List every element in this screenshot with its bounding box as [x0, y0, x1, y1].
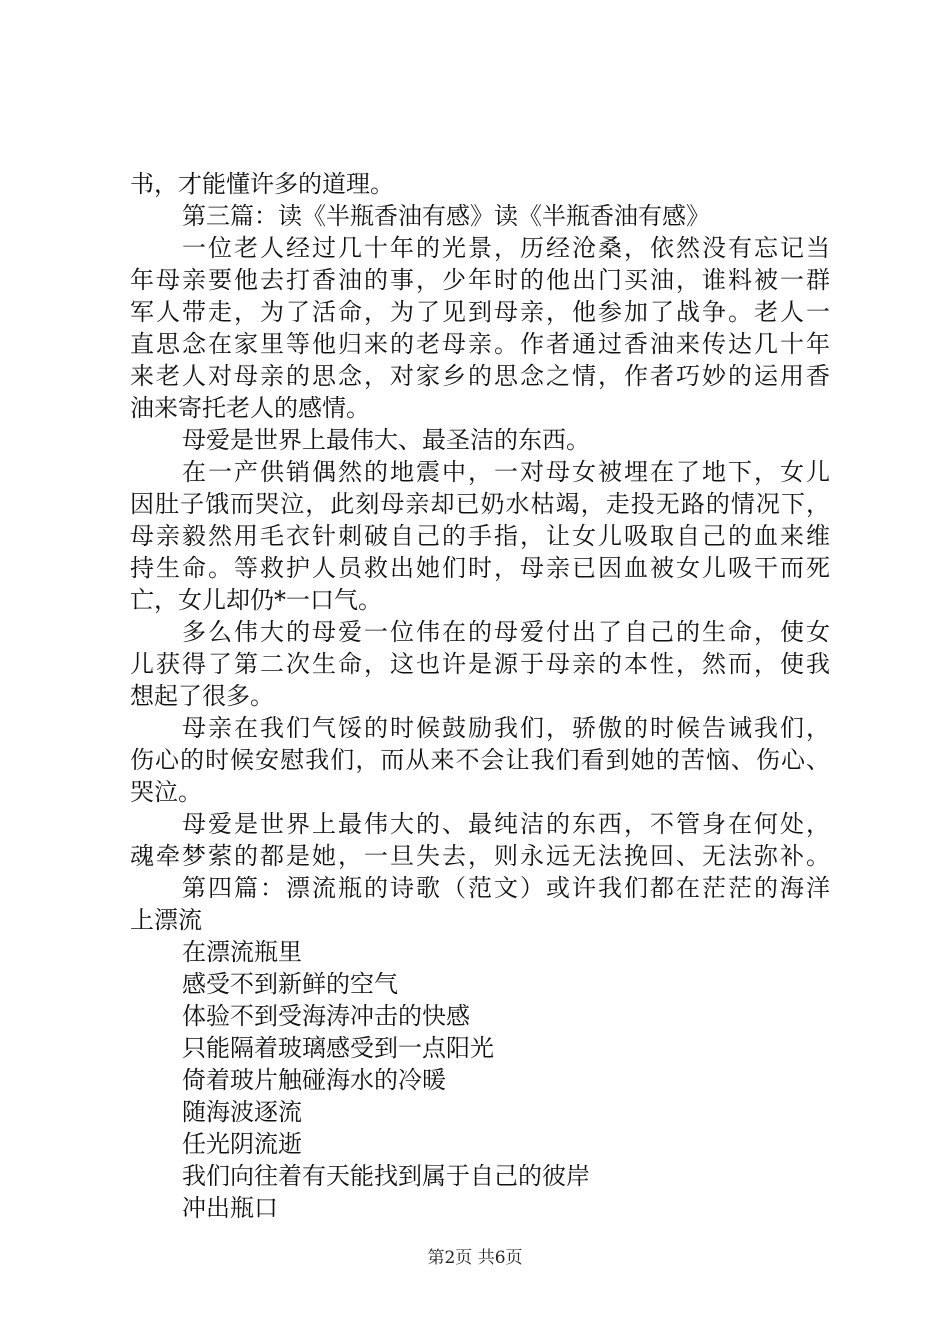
text-line: 伤心的时候安慰我们，而从来不会让我们看到她的苦恼、伤心、	[130, 746, 830, 774]
text-line: 上漂流	[130, 906, 202, 934]
text-line: 冲出瓶口	[182, 1194, 278, 1222]
text-line: 持生命。等救护人员救出她们时，母亲已因血被女儿吸干而死	[130, 554, 830, 582]
text-line: 第三篇：读《半瓶香油有感》读《半瓶香油有感》	[182, 202, 710, 230]
text-line: 在漂流瓶里	[182, 938, 302, 966]
text-line: 多么伟大的母爱一位伟在的母爱付出了自己的生命，使女	[182, 618, 830, 646]
text-line: 体验不到受海涛冲击的快感	[182, 1002, 470, 1030]
text-line: 任光阴流逝	[182, 1130, 302, 1158]
text-line: 母爱是世界上最伟大、最圣洁的东西。	[182, 426, 590, 454]
text-line: 军人带走，为了活命，为了见到母亲，他参加了战争。老人一	[130, 298, 830, 326]
text-line: 在一产供销偶然的地震中，一对母女被埋在了地下，女儿	[182, 458, 830, 486]
text-line: 油来寄托老人的感情。	[130, 394, 370, 422]
text-line: 第四篇：漂流瓶的诗歌（范文）或许我们都在茫茫的海洋	[182, 874, 830, 902]
text-line: 感受不到新鲜的空气	[182, 970, 398, 998]
text-line: 亡，女儿却仍*一口气。	[130, 586, 382, 614]
text-line: 来老人对母亲的思念，对家乡的思念之情，作者巧妙的运用香	[130, 362, 830, 390]
text-line: 因肚子饿而哭泣，此刻母亲却已奶水枯竭，走投无路的情况下，	[130, 490, 830, 518]
text-line: 直思念在家里等他归来的老母亲。作者通过香油来传达几十年	[130, 330, 830, 358]
text-line: 书，才能懂许多的道理。	[130, 170, 394, 198]
text-line: 只能隔着玻璃感受到一点阳光	[182, 1034, 494, 1062]
page-number-footer: 第2页 共6页	[427, 1248, 523, 1268]
text-line: 我们向往着有天能找到属于自己的彼岸	[182, 1162, 590, 1190]
text-line: 年母亲要他去打香油的事，少年时的他出门买油，谁料被一群	[130, 266, 830, 294]
text-line: 母亲在我们气馁的时候鼓励我们，骄傲的时候告诫我们，	[182, 714, 830, 742]
text-line: 母亲毅然用毛衣针刺破自己的手指，让女儿吸取自己的血来维	[130, 522, 830, 550]
text-line: 母爱是世界上最伟大的、最纯洁的东西，不管身在何处，	[182, 810, 830, 838]
document-body	[130, 168, 830, 1224]
text-line: 随海波逐流	[182, 1098, 302, 1126]
text-line: 想起了很多。	[130, 682, 274, 710]
text-line: 倚着玻片触碰海水的冷暖	[182, 1066, 446, 1094]
text-line: 一位老人经过几十年的光景，历经沧桑，依然没有忘记当	[182, 234, 830, 262]
text-line: 魂牵梦萦的都是她，一旦失去，则永远无法挽回、无法弥补。	[130, 842, 830, 870]
text-line: 儿获得了第二次生命，这也许是源于母亲的本性，然而，使我	[130, 650, 830, 678]
text-line: 哭泣。	[130, 778, 202, 806]
